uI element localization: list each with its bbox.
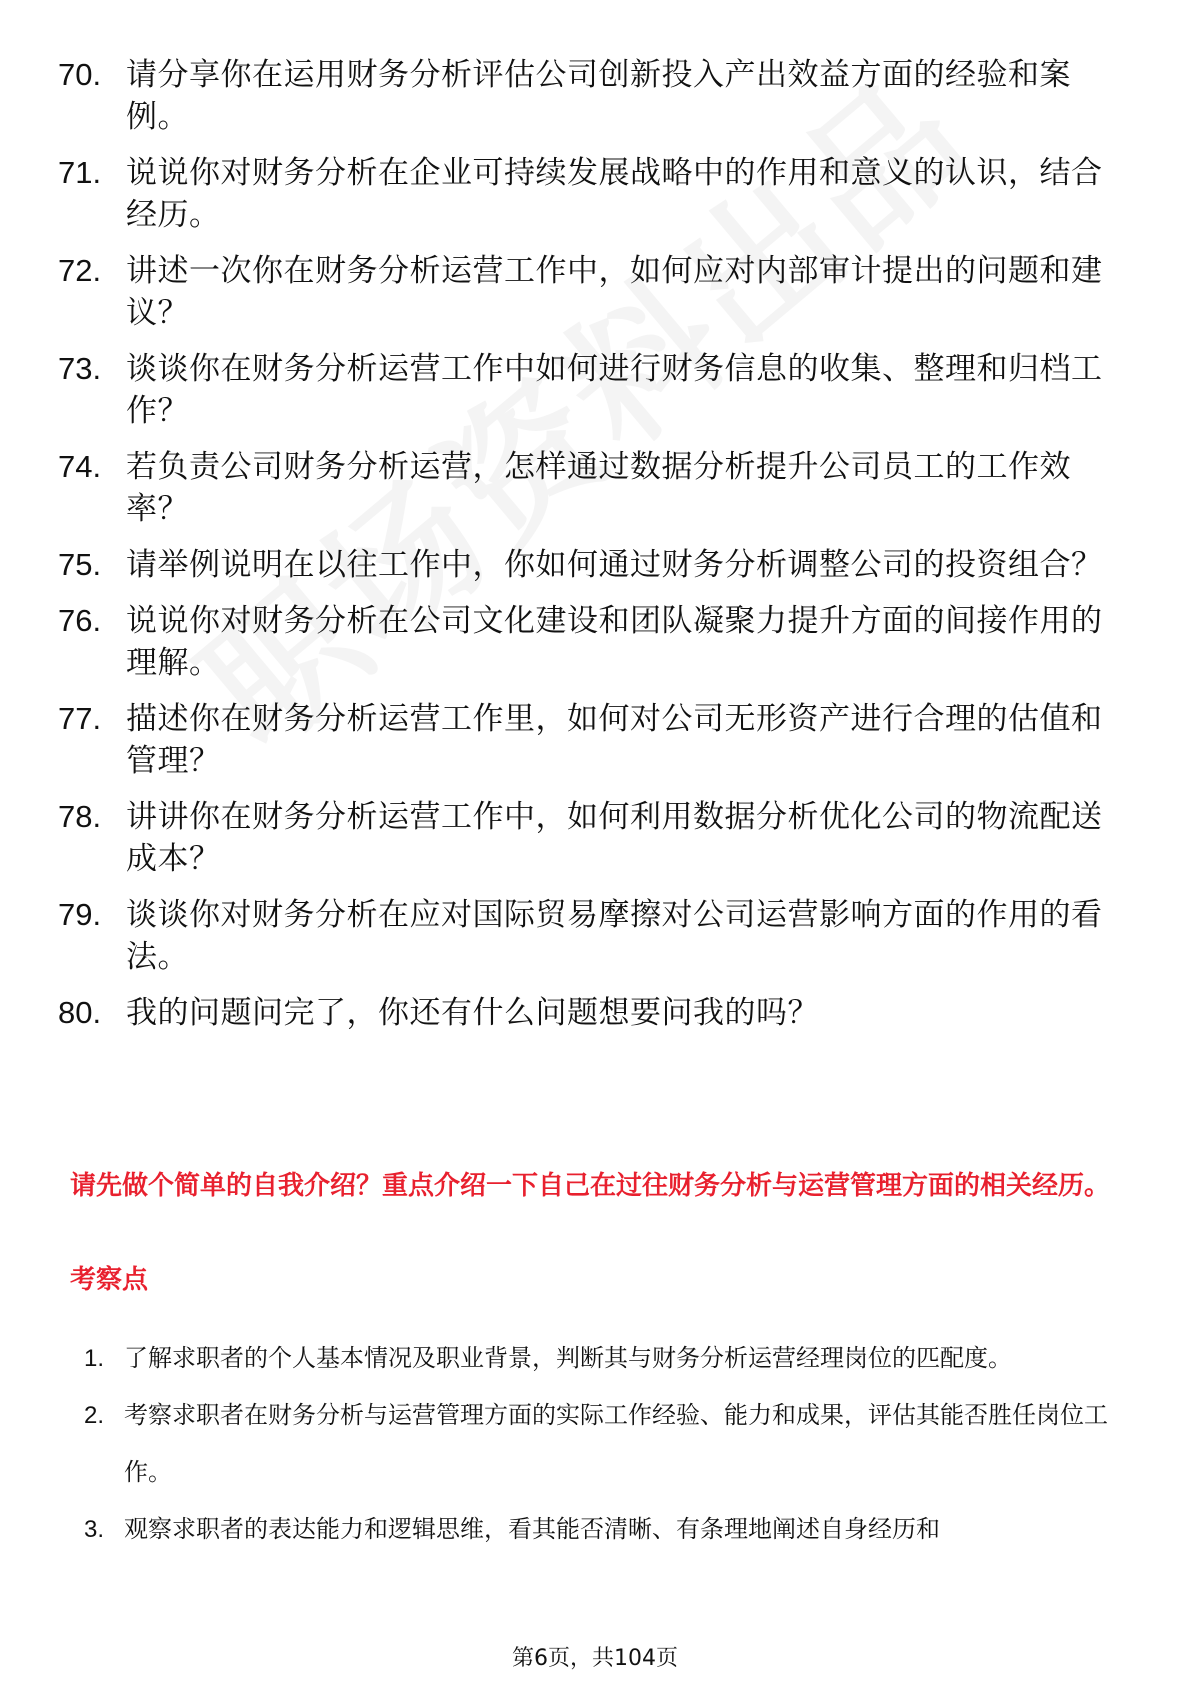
question-text: 描述你在财务分析运营工作里，如何对公司无形资产进行合理的估值和管理？	[126, 701, 1103, 779]
question-number: 80.	[58, 995, 102, 1030]
question-item	[58, 894, 1118, 978]
question-text: 我的问题问完了，你还有什么问题想要问我的吗？	[126, 995, 819, 1031]
focus-point-item	[84, 1330, 1124, 1387]
question-number: 77.	[58, 701, 102, 736]
question-text: 讲述一次你在财务分析运营工作中，如何应对内部审计提出的问题和建议？	[126, 253, 1103, 331]
question-text: 请举例说明在以往工作中，你如何通过财务分析调整公司的投资组合？	[126, 547, 1103, 583]
question-item	[58, 250, 1118, 334]
question-item	[58, 152, 1118, 236]
focus-point-number: 2.	[84, 1402, 105, 1429]
question-list	[58, 54, 1118, 1048]
question-number: 73.	[58, 351, 102, 386]
question-text: 讲讲你在财务分析运营工作中，如何利用数据分析优化公司的物流配送成本？	[126, 799, 1103, 877]
focus-point-text: 了解求职者的个人基本情况及职业背景，判断其与财务分析运营经理岗位的匹配度。	[124, 1344, 1012, 1372]
question-item	[58, 796, 1118, 880]
focus-heading: 考察点	[70, 1265, 149, 1295]
question-number: 74.	[58, 449, 102, 484]
question-number: 72.	[58, 253, 102, 288]
question-number: 78.	[58, 799, 102, 834]
question-text: 说说你对财务分析在公司文化建设和团队凝聚力提升方面的间接作用的理解。	[126, 603, 1103, 681]
question-number: 70.	[58, 57, 102, 92]
question-item	[58, 54, 1118, 138]
focus-point-number: 3.	[84, 1516, 105, 1543]
page-footer: 第6页，共104页	[512, 1646, 678, 1671]
question-text: 请分享你在运用财务分析评估公司创新投入产出效益方面的经验和案例。	[126, 57, 1071, 135]
section-heading: 请先做个简单的自我介绍？重点介绍一下自己在过往财务分析与运营管理方面的相关经历。	[70, 1171, 1111, 1201]
question-item	[58, 348, 1118, 432]
question-item	[58, 544, 1118, 586]
question-text: 谈谈你对财务分析在应对国际贸易摩擦对公司运营影响方面的作用的看法。	[126, 897, 1103, 975]
focus-point-item	[84, 1387, 1124, 1501]
focus-point-item	[84, 1501, 1124, 1558]
question-text: 谈谈你在财务分析运营工作中如何进行财务信息的收集、整理和归档工作？	[126, 351, 1103, 429]
focus-point-text: 观察求职者的表达能力和逻辑思维，看其能否清晰、有条理地阐述自身经历和	[124, 1515, 940, 1543]
question-number: 71.	[58, 155, 102, 190]
focus-point-text: 考察求职者在财务分析与运营管理方面的实际工作经验、能力和成果，评估其能否胜任岗位工作。	[124, 1401, 1108, 1486]
question-text: 若负责公司财务分析运营，怎样通过数据分析提升公司员工的工作效率？	[126, 449, 1071, 527]
focus-point-number: 1.	[84, 1345, 105, 1372]
question-text: 说说你对财务分析在企业可持续发展战略中的作用和意义的认识，结合经历。	[126, 155, 1103, 233]
focus-point-list	[84, 1330, 1124, 1558]
question-item	[58, 698, 1118, 782]
question-number: 76.	[58, 603, 102, 638]
question-item	[58, 992, 1118, 1034]
question-item	[58, 600, 1118, 684]
question-number: 75.	[58, 547, 102, 582]
question-number: 79.	[58, 897, 102, 932]
question-item	[58, 446, 1118, 530]
